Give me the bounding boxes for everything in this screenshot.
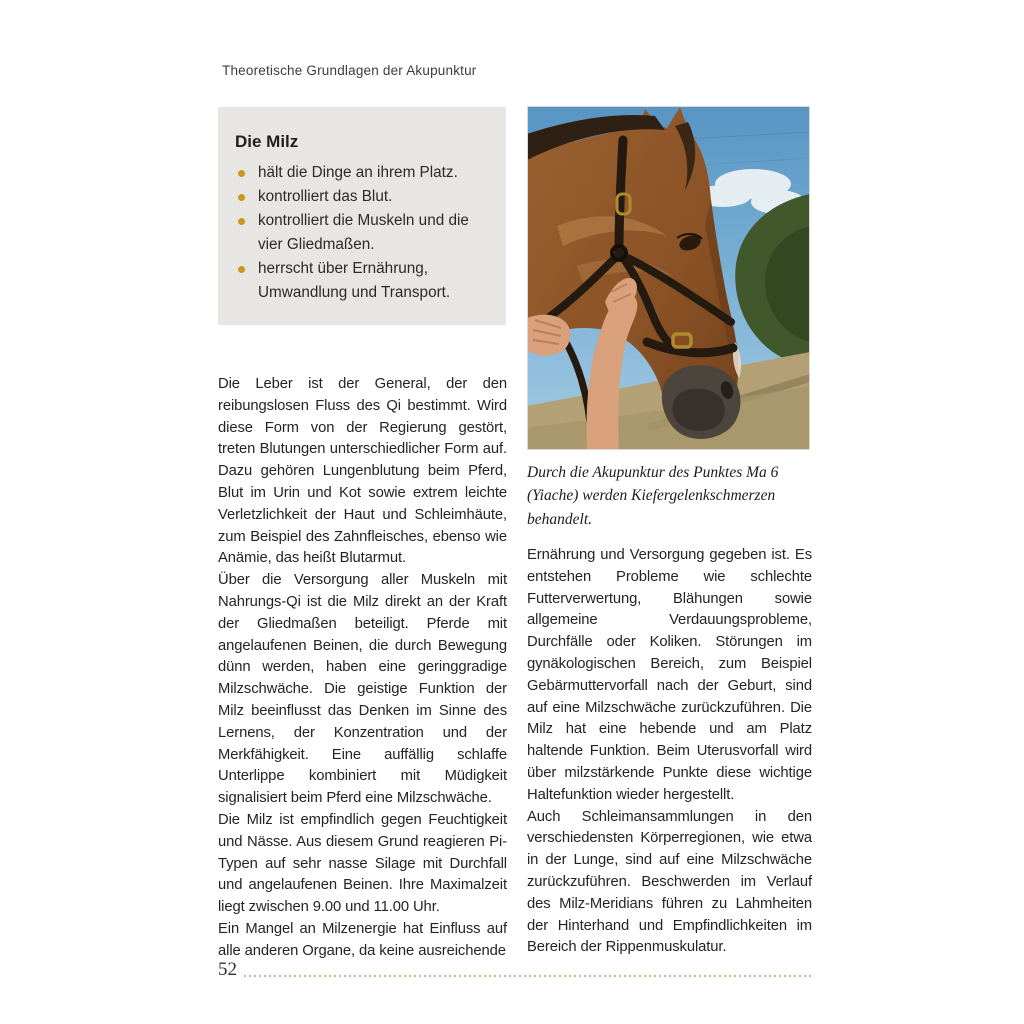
paragraph: Ernährung und Versorgung gegeben ist. Es entstehen Probleme wie schlechte Futterverwertung, Blähungen sowie allgemeine Verdauungsprobleme, Durchfälle oder Koliken. Störungen im gynäkologischen Bereich, zum Beispiel Gebärmuttervorfall nach der Geburt, sind auf eine Milzschwäche zurückzuführen. Die Milz hat eine hebende und am Platz haltende Funktion. Beim Uterusvorfall wird über milzstärkende Punkte diese wichtige Haltefunktion wieder hergestellt. bbox=[527, 547, 812, 803]
paragraph: Über die Versorgung aller Muskeln mit Nahrungs-Qi ist die Milz direkt an der Kraft der Gliedmaßen beteiligt. Pferde mit angelaufenen Beinen, die durch Bewegung dünn werden, haben eine geringgradige Milzschwäche. Die geistige Funktion der Milz beeinflusst das Denken im Sinne des Lernens, der Konzentration und der Merkfähigkeit. Eine auffällig schlaffe Unterlippe kombiniert mit Müdigkeit signalisiert beim Pferd eine Milzschwäche. bbox=[218, 572, 507, 807]
bullet-dot-icon bbox=[238, 266, 245, 273]
page-number: 52 bbox=[218, 959, 237, 980]
infobox-bullet-item bbox=[235, 209, 488, 257]
bullet-text: herrscht über Ernährung, Umwandlung und Transport. bbox=[258, 260, 451, 301]
dotted-rule bbox=[244, 974, 814, 977]
bullet-text: hält die Dinge an ihrem Platz. bbox=[258, 164, 458, 181]
bullet-dot-icon bbox=[238, 170, 245, 177]
paragraph: Auch Schleimansammlungen in den verschiedensten Körperregionen, wie etwa in der Lunge, sind auf eine Milzschwäche zurückzuführen. Beschwerden im Verlauf des Milz-Meridians führen zu Lahmheiten der Hinterhand und Empfindlichkeiten im Bereich der Rippenmuskulatur. bbox=[527, 808, 812, 956]
figure-caption: Durch die Akupunktur des Punktes Ma 6 (Yiache) werden Kiefergelenkschmerzen behandelt. bbox=[527, 464, 779, 528]
text-column-right bbox=[527, 545, 812, 959]
paragraph: Die Leber ist der General, der den reibungslosen Fluss des Qi bestimmt. Wird diese Form von der Regierung gestört, treten Blutungen unterschiedlicher Form auf. Dazu gehören Lungenblutung beim Pferd, Blut im Urin und Kot sowie extrem leichte Verletzlichkeit der Haut und Schleimhäute, zum Beispiel des Zahnfleisches, ebenso wie Anämie, das heißt Blutarmut. bbox=[218, 376, 507, 567]
paragraph: Die Milz ist empfindlich gegen Feuchtigkeit und Nässe. Aus diesem Grund reagieren Pi-Typen auf sehr nasse Silage mit Durchfall und angelaufenen Beinen. Ihre Maximalzeit liegt zwischen 9.00 und 11.00 Uhr. bbox=[218, 811, 507, 916]
page-footer bbox=[218, 960, 814, 979]
bullet-dot-icon bbox=[238, 218, 245, 225]
infobox-bullet-item bbox=[235, 185, 488, 209]
bullet-dot-icon bbox=[238, 194, 245, 201]
bullet-text: kontrolliert die Muskeln und die vier Gliedmaßen. bbox=[258, 212, 469, 253]
infobox-bullet-item bbox=[235, 161, 488, 185]
infobox-bullet-list bbox=[235, 161, 488, 305]
infobox-bullet-item bbox=[235, 257, 488, 305]
text-column-left bbox=[218, 374, 507, 963]
horse-photo bbox=[527, 106, 810, 450]
bullet-text: kontrolliert das Blut. bbox=[258, 188, 393, 205]
paragraph: Ein Mangel an Milzenergie hat Einfluss auf alle anderen Organe, da keine ausreichende bbox=[218, 920, 507, 959]
running-head: Theoretische Grundlagen der Akupunktur bbox=[222, 63, 477, 78]
horse-photo-illustration bbox=[527, 106, 810, 450]
infobox-title: Die Milz bbox=[235, 132, 299, 151]
spleen-infobox bbox=[218, 107, 506, 325]
